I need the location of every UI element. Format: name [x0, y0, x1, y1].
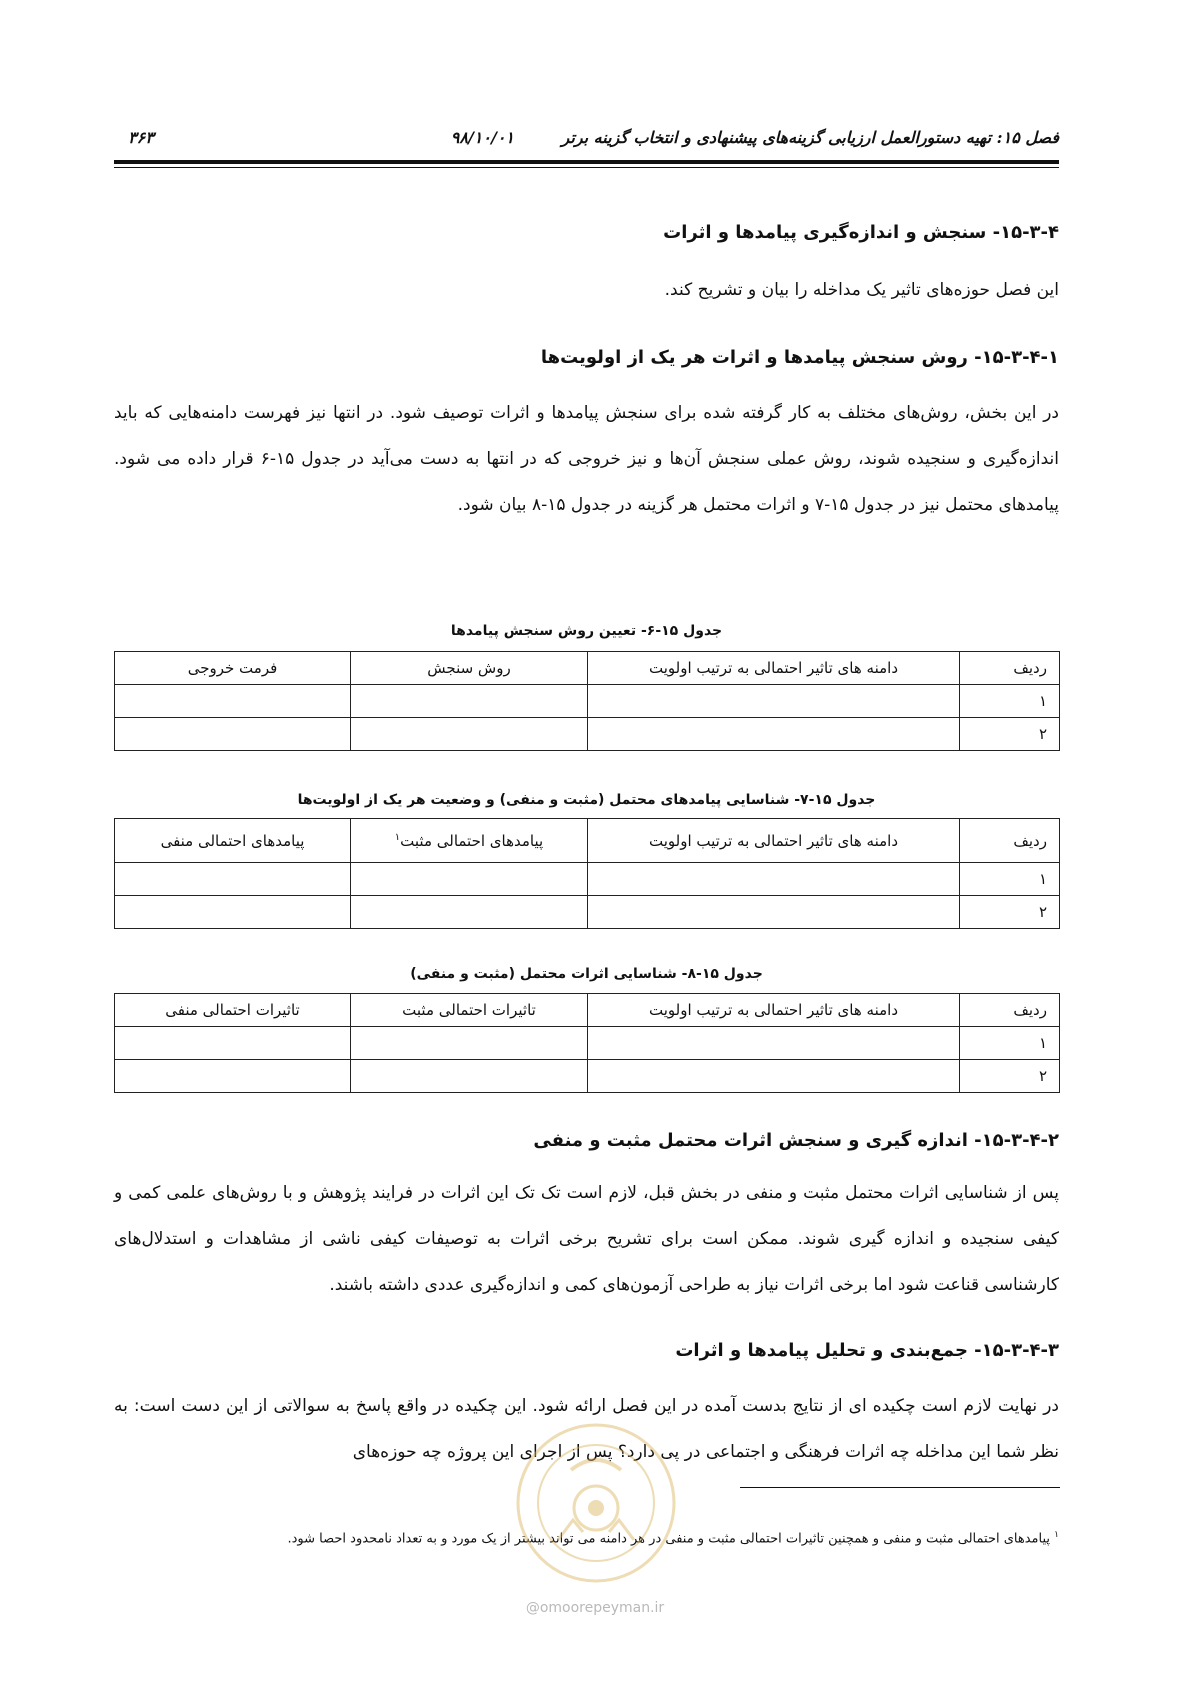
table-cell	[115, 685, 351, 718]
footnote-text: پیامدهای احتمالی مثبت و منفی و همچنین تاثیرات احتمالی مثبت و منفی در هر دامنه می تواند بیشتر از یک مورد و به تعداد نامحدود احصا شود.	[287, 1531, 1051, 1547]
table-header-cell: دامنه های تاثیر احتمالی به ترتیب اولویت	[588, 652, 960, 685]
footnote-separator	[740, 1487, 1060, 1488]
table-header-cell: روش سنجش	[351, 652, 588, 685]
table-header-cell: فرمت خروجی	[115, 652, 351, 685]
header-rule-thick	[114, 160, 1059, 164]
footnote-reference: ۱	[394, 831, 401, 843]
table-cell	[588, 685, 960, 718]
section-4-2-text: پس از شناسایی اثرات محتمل مثبت و منفی در بخش قبل، لازم است تک تک این اثرات در فرایند پژوهش و با روش‌های علمی کمی و کیفی سنجیده و اندازه گیری شوند. ممکن است برای تشریح برخی اثرات به توصیفات کیفی ناشی از مشاهدات و استدلال‌های کارشناسی قناعت شود اما برخی اثرات نیاز به طراحی آزمون‌های کمی و اندازه‌گیری عددی داشته باشند.	[114, 1183, 1059, 1295]
section-heading-4-2: ۱۵-۳-۴-۲- اندازه گیری و سنجش اثرات محتمل مثبت و منفی	[533, 1130, 1059, 1151]
table-row	[115, 994, 1060, 1027]
header-date: ۹۸/۱۰/۰۱	[450, 128, 514, 147]
table-header-cell: ردیف	[960, 652, 1060, 685]
table-cell	[115, 1060, 351, 1093]
table-cell	[115, 718, 351, 751]
table-header-cell: ردیف	[960, 819, 1060, 863]
table-row	[115, 652, 1060, 685]
chapter-title: فصل ۱۵: تهیه دستورالعمل ارزیابی گزینه‌های پیشنهادی و انتخاب گزینه برتر	[561, 128, 1059, 147]
table-6-caption: جدول ۱۵-۶- تعیین روش سنجش پیامدها	[450, 623, 723, 639]
table-7	[114, 818, 1060, 929]
footnote-mark: ۱	[1054, 1530, 1059, 1540]
table-cell	[588, 1060, 960, 1093]
section-heading-4-1: ۱۵-۳-۴-۱- روش سنجش پیامدها و اثرات هر یک از اولویت‌ها	[540, 347, 1059, 368]
table-cell: ۲	[960, 1060, 1060, 1093]
section-heading-4: ۱۵-۳-۴- سنجش و اندازه‌گیری پیامدها و اثرات	[663, 222, 1059, 243]
table-cell	[115, 863, 351, 896]
table-cell	[115, 1027, 351, 1060]
table-cell	[588, 1027, 960, 1060]
table-cell	[588, 718, 960, 751]
running-header	[114, 124, 1059, 152]
table-row	[115, 863, 1060, 896]
table-cell	[115, 896, 351, 929]
watermark-seal-icon	[513, 1420, 679, 1586]
table-7-caption: جدول ۱۵-۷- شناسایی پیامدهای محتمل (مثبت و منفی) و وضعیت هر یک از اولویت‌ها	[297, 792, 876, 808]
page-number: ۳۶۳	[128, 128, 154, 147]
table-row	[115, 819, 1060, 863]
table-cell	[588, 896, 960, 929]
table-cell	[588, 863, 960, 896]
table-8-caption: جدول ۱۵-۸- شناسایی اثرات محتمل (مثبت و منفی)	[410, 966, 763, 982]
table-6	[114, 651, 1060, 751]
table-cell: ۱	[960, 1027, 1060, 1060]
section-4-1-text: در این بخش، روش‌های مختلف به کار گرفته شده برای سنجش پیامدها و اثرات توصیف شود. در انتها نیز فهرست دامنه‌هایی که باید اندازه‌گیری و سنجیده شوند، روش عملی سنجش آن‌ها و نیز خروجی که در انتها به دست می‌آید در جدول ۱۵-۶ قرار داده می شود. پیامدهای محتمل نیز در جدول ۱۵-۷ و اثرات محتمل هر گزینه در جدول ۱۵-۸ بیان شود.	[114, 403, 1059, 515]
table-header-cell: ردیف	[960, 994, 1060, 1027]
table-cell	[351, 896, 588, 929]
section-heading-4-3: ۱۵-۳-۴-۳- جمع‌بندی و تحلیل پیامدها و اثرات	[675, 1340, 1059, 1361]
table-header-cell: تاثیرات احتمالی مثبت	[351, 994, 588, 1027]
table-cell: ۲	[960, 718, 1060, 751]
table-cell	[351, 1060, 588, 1093]
table-row	[115, 1027, 1060, 1060]
header-text: پیامدهای احتمالی مثبت	[400, 831, 544, 850]
table-cell: ۲	[960, 896, 1060, 929]
table-cell: ۱	[960, 863, 1060, 896]
table-row	[115, 685, 1060, 718]
table-cell	[351, 863, 588, 896]
watermark-site: @omoorepeyman.ir	[525, 1600, 665, 1616]
table-header-cell: دامنه های تاثیر احتمالی به ترتیب اولویت	[588, 994, 960, 1027]
table-row	[115, 1060, 1060, 1093]
table-header-cell: دامنه های تاثیر احتمالی به ترتیب اولویت	[588, 819, 960, 863]
table-cell	[351, 685, 588, 718]
section-4-3-text: در نهایت لازم است چکیده ای از نتایج بدست آمده در این فصل ارائه شود. این چکیده در واقع پاسخ به سوالاتی از این دست است: به نظر شما این مداخله چه اثرات فرهنگی و اجتماعی در پی دارد؟ پس از اجرای این پروژه چه حوزه‌های	[114, 1396, 1059, 1462]
table-cell	[351, 1027, 588, 1060]
table-header-cell	[351, 819, 588, 863]
table-header-cell: تاثیرات احتمالی منفی	[115, 994, 351, 1027]
table-cell	[351, 718, 588, 751]
table-cell: ۱	[960, 685, 1060, 718]
table-row	[115, 718, 1060, 751]
table-8	[114, 993, 1060, 1093]
header-rule-thin	[114, 167, 1059, 168]
table-header-cell: پیامدهای احتمالی منفی	[115, 819, 351, 863]
table-row	[115, 896, 1060, 929]
section-4-text: این فصل حوزه‌های تاثیر یک مداخله را بیان و تشریح کند.	[664, 280, 1059, 300]
